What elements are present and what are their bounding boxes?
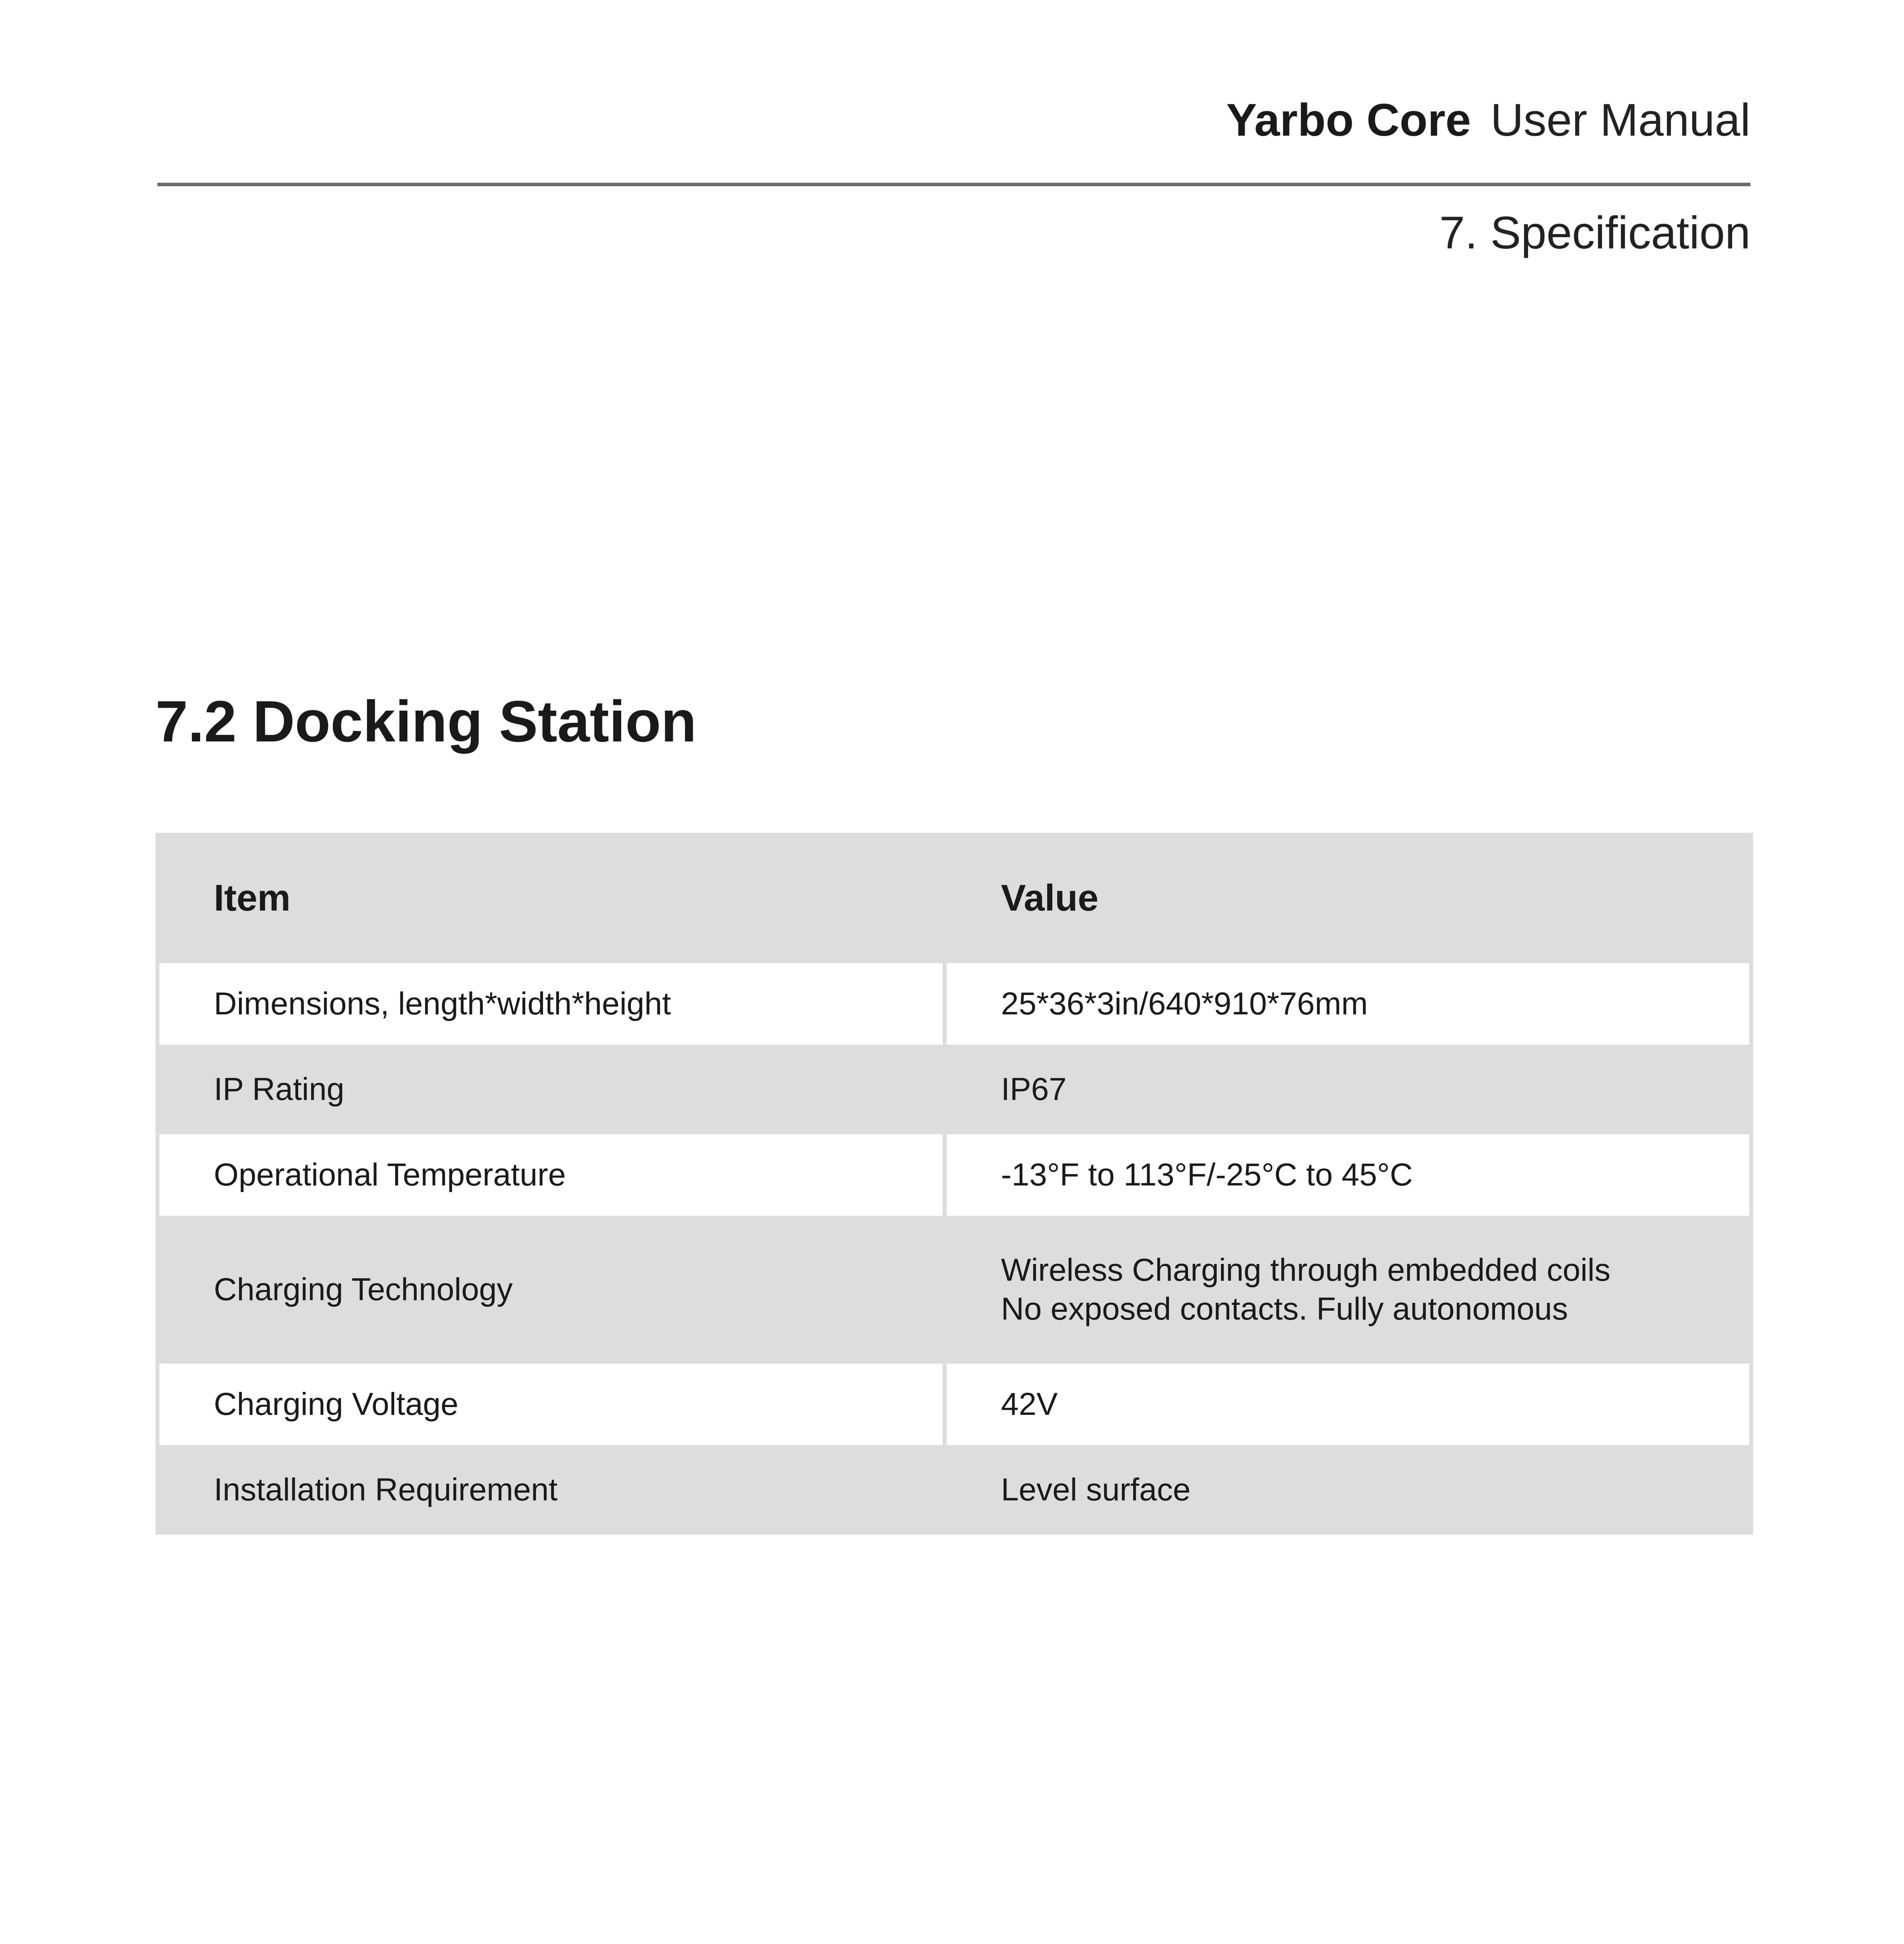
value-cell (945, 961, 1751, 1047)
item-cell: Charging Technology (157, 1218, 945, 1362)
table-row (157, 1362, 1751, 1447)
value-line: -13°F to 113°F/-25°C to 45°C (1001, 1157, 1413, 1192)
item-cell: Operational Temperature (157, 1132, 945, 1218)
item-cell: Installation Requirement (157, 1447, 945, 1533)
section-label: 7. Specification (1439, 207, 1750, 259)
value-cell (945, 1132, 1751, 1218)
value-line: 25*36*3in/640*910*76mm (1001, 986, 1368, 1021)
table-header-row (157, 835, 1751, 961)
item-cell: Charging Voltage (157, 1362, 945, 1447)
table-row (157, 1218, 1751, 1362)
table-row (157, 1132, 1751, 1218)
table-row (157, 1447, 1751, 1533)
header-divider (157, 183, 1750, 186)
spec-table (155, 833, 1753, 1535)
value-cell (945, 1218, 1751, 1362)
table-row (157, 961, 1751, 1047)
item-cell: Dimensions, length*width*height (157, 961, 945, 1047)
value-cell (945, 1047, 1751, 1132)
document-title: User Manual (1490, 94, 1750, 146)
value-cell (945, 1362, 1751, 1447)
value-line: 42V (1001, 1386, 1058, 1422)
value-line: No exposed contacts. Fully autonomous (1001, 1291, 1568, 1327)
value-line: Wireless Charging through embedded coils (1001, 1252, 1611, 1288)
page-title: 7.2 Docking Station (155, 689, 697, 754)
value-line: Level surface (1001, 1472, 1191, 1507)
value-line: IP67 (1001, 1072, 1067, 1107)
column-header-item: Item (157, 835, 945, 961)
brand-name: Yarbo Core (1226, 94, 1471, 146)
value-cell (945, 1447, 1751, 1533)
page-header (1226, 94, 1750, 146)
column-header-value: Value (945, 835, 1751, 961)
item-cell: IP Rating (157, 1047, 945, 1132)
table-row (157, 1047, 1751, 1132)
